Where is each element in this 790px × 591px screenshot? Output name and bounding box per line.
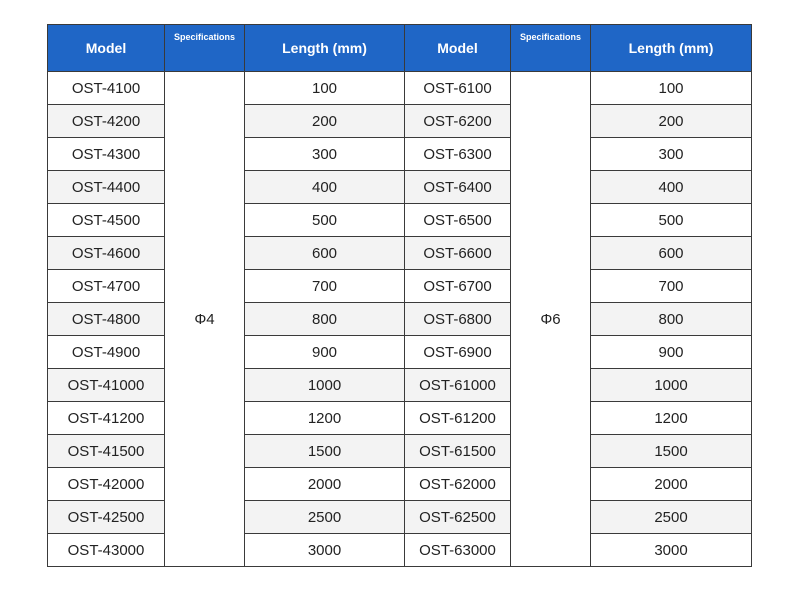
header-model-right: Model [405,25,511,72]
length-right-cell: 1000 [591,369,752,402]
length-left-cell: 100 [245,72,405,105]
model-left-cell: OST-4600 [48,237,165,270]
model-left-cell: OST-41500 [48,435,165,468]
spec-left-cell: Φ4 [165,72,245,567]
length-left-cell: 400 [245,171,405,204]
model-left-cell: OST-4500 [48,204,165,237]
table-row [48,435,752,468]
header-length-left: Length (mm) [245,25,405,72]
model-right-cell: OST-61500 [405,435,511,468]
table-row [48,171,752,204]
model-right-cell: OST-6900 [405,336,511,369]
model-right-cell: OST-6200 [405,105,511,138]
length-left-cell: 2500 [245,501,405,534]
model-left-cell: OST-43000 [48,534,165,567]
length-right-cell: 900 [591,336,752,369]
model-right-cell: OST-6800 [405,303,511,336]
table-row [48,270,752,303]
header-model-left: Model [48,25,165,72]
table-row [48,336,752,369]
length-right-cell: 500 [591,204,752,237]
length-right-cell: 1500 [591,435,752,468]
header-specifications-left: Specifications [165,25,245,72]
length-right-cell: 200 [591,105,752,138]
model-right-cell: OST-62500 [405,501,511,534]
length-left-cell: 1200 [245,402,405,435]
table-row [48,138,752,171]
model-right-cell: OST-61200 [405,402,511,435]
length-right-cell: 2500 [591,501,752,534]
length-left-cell: 200 [245,105,405,138]
model-right-cell: OST-6400 [405,171,511,204]
length-left-cell: 700 [245,270,405,303]
model-right-cell: OST-6100 [405,72,511,105]
model-right-cell: OST-6300 [405,138,511,171]
length-left-cell: 2000 [245,468,405,501]
length-left-cell: 600 [245,237,405,270]
length-left-cell: 800 [245,303,405,336]
model-right-cell: OST-6500 [405,204,511,237]
length-left-cell: 900 [245,336,405,369]
length-left-cell: 1000 [245,369,405,402]
model-left-cell: OST-41200 [48,402,165,435]
table-row [48,105,752,138]
table-row [48,501,752,534]
table-row [48,303,752,336]
model-right-cell: OST-61000 [405,369,511,402]
model-right-cell: OST-6700 [405,270,511,303]
length-left-cell: 500 [245,204,405,237]
model-left-cell: OST-4800 [48,303,165,336]
table-row [48,468,752,501]
length-right-cell: 600 [591,237,752,270]
spec-table [47,24,752,567]
length-right-cell: 700 [591,270,752,303]
model-left-cell: OST-4700 [48,270,165,303]
spec-right-cell: Φ6 [511,72,591,567]
model-left-cell: OST-42500 [48,501,165,534]
table-row [48,237,752,270]
table-body [48,72,752,567]
length-right-cell: 400 [591,171,752,204]
table-row [48,204,752,237]
model-right-cell: OST-63000 [405,534,511,567]
length-left-cell: 1500 [245,435,405,468]
table-row [48,534,752,567]
length-right-cell: 3000 [591,534,752,567]
model-left-cell: OST-4900 [48,336,165,369]
table-row [48,72,752,105]
length-right-cell: 2000 [591,468,752,501]
length-right-cell: 800 [591,303,752,336]
model-left-cell: OST-4200 [48,105,165,138]
header-row [48,25,752,72]
model-left-cell: OST-4300 [48,138,165,171]
header-length-right: Length (mm) [591,25,752,72]
length-left-cell: 300 [245,138,405,171]
table-row [48,369,752,402]
length-right-cell: 1200 [591,402,752,435]
model-right-cell: OST-6600 [405,237,511,270]
model-left-cell: OST-42000 [48,468,165,501]
length-left-cell: 3000 [245,534,405,567]
header-specifications-right: Specifications [511,25,591,72]
model-left-cell: OST-41000 [48,369,165,402]
model-left-cell: OST-4100 [48,72,165,105]
model-right-cell: OST-62000 [405,468,511,501]
table-row [48,402,752,435]
model-left-cell: OST-4400 [48,171,165,204]
length-right-cell: 300 [591,138,752,171]
length-right-cell: 100 [591,72,752,105]
